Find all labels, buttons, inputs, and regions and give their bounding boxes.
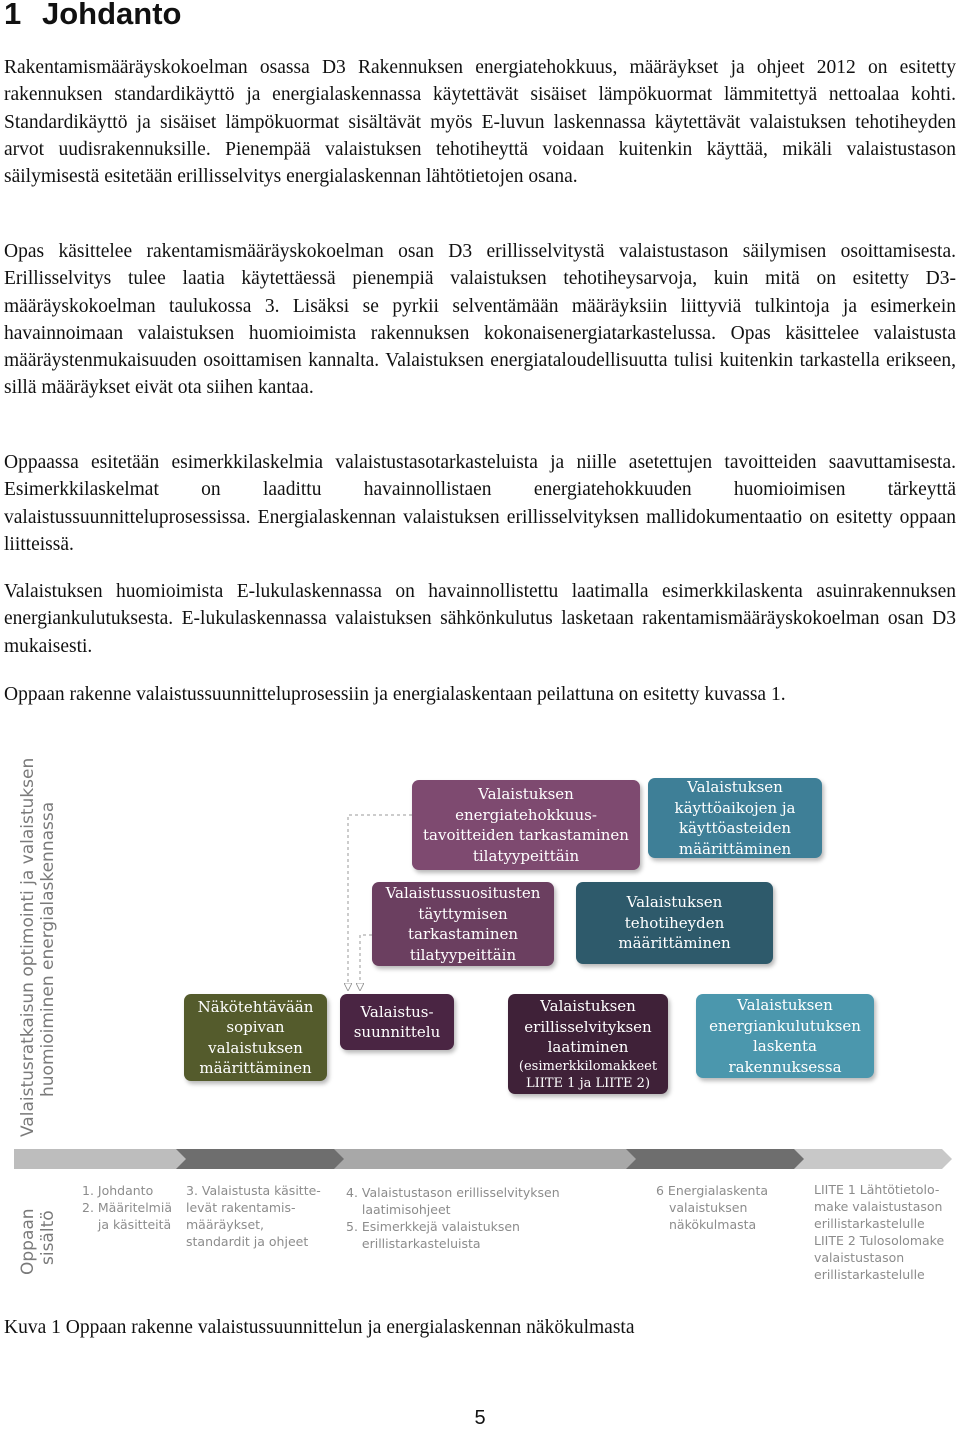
paragraph-4: Valaistuksen huomioimista E-lukulaskennassa on havainnollistettu laatimalla esimerkkilaskenta asuinrakennuksen energiankulutuksesta. E-lukulaskennassa valaistuksen sähkönkulutus lasketaan rakentamismääräyskokoelman osan D3 mukaisesti. bbox=[4, 581, 956, 657]
box-energy-calculation: Valaistuksen energiankulutuksen laskenta rakennuksessa bbox=[696, 994, 874, 1078]
box-recommendations-check: Valaistussuositusten täyttymisen tarkastaminen tilatyypeittäin bbox=[372, 882, 554, 966]
dashed-arrow-2 bbox=[360, 935, 372, 987]
phase-chapters-1-2: 1. Johdanto 2. Määritelmiä ja käsitteitä bbox=[82, 1183, 172, 1232]
side-label-process bbox=[18, 758, 58, 1137]
box-separate-report: Valaistuksen erillisselvityksen laatiminen (esimerkkilomakkeet LIITE 1 ja LIITE 2) bbox=[508, 994, 668, 1094]
phase-chapter-3: 3. Valaistusta käsitte- levät rakentamis- määräykset, standardit ja ohjeet bbox=[186, 1183, 321, 1249]
figure-process-diagram bbox=[0, 745, 960, 1285]
box-lighting-design: Valaistus- suunnittelu bbox=[340, 994, 454, 1050]
phase-chapters-4-5: 4. Valaistustason erillisselvityksen laatimisohjeet 5. Esimerkkejä valaistuksen erillistarkasteluista bbox=[346, 1185, 560, 1251]
timeline-bar bbox=[14, 1149, 952, 1169]
side-label-line-1: Valaistusratkaisun optimointi ja valaistuksen bbox=[18, 757, 38, 1137]
box-visual-task: Näkötehtävään sopivan valaistuksen määrittäminen bbox=[184, 994, 327, 1081]
paragraph-3: Oppaassa esitetään esimerkkilaskelmia valaistustasotarkasteluista ja niille asetettujen tavoitteiden saavuttamisesta. Esimerkkilaskelmat on laadittu havainnollistaen energiatehokkuuden huomioimisen tärkeyttä valaistussuunnitteluprosessissa. Energialaskennan valaistuksen erillisselvityksen mallidokumentaatio on esitetty oppaan liitteissä. bbox=[4, 452, 956, 555]
box-usage-times: Valaistuksen käyttöaikojen ja käyttöasteiden määrittäminen bbox=[648, 778, 822, 858]
box-energy-targets: Valaistuksen energiatehokkuus- tavoitteiden tarkastaminen tilatyypeittäin bbox=[412, 780, 640, 870]
paragraph-2: Opas käsittelee rakentamismääräyskokoelman osan D3 erillisselvitystä valaistustason säilymisen osoittamisesta. Erillisselvitys tulee laatia käytettäessä pienempiä valaistuksen tehotiheysarvoja, kuin mitä on esitetty D3-määräyskokoelman taulukossa 3. Lisäksi se pyrkii selventämään määräyksiin liittyviä tulkintoja ja esimerkein havainnoimaan valaistuksen huomioimista rakennuksen kokonaisenergiatarkastelussa. Opas käsittelee valaistusta määräystenmukaisuuden osoittamisen kannalta. Valaistuksen energiataloudellisuutta tulisi kuitenkin tarkastella erikseen, sillä määräykset eivät ota siihen kantaa. bbox=[4, 241, 956, 399]
phase-chapter-6: 6 Energialaskenta valaistuksen näkökulmasta bbox=[656, 1183, 769, 1232]
section-title: Johdanto bbox=[42, 0, 182, 31]
paragraph-1: Rakentamismääräyskokoelman osassa D3 Rakennuksen energiatehokkuus, määräykset ja ohjeet 2012 on esitetty rakennuksen standardikäyttö ja energialaskennassa käytettävät sisäiset lämpökuormat lämmitettyä nettoalaa kohti. Standardikäyttö ja sisäiset lämpökuormat sisältävät myös E-luvun laskennassa käytettävät valaistuksen tehotiheyden arvot uudisrakennuksille. Pienempää valaistuksen tehotiheyttä voidaan kuitenkin käyttää, mikäli valaistustason säilymisestä esitetään erillisselvitys energialaskennan lähtötietojen osana. bbox=[4, 57, 956, 188]
side-label-contents bbox=[18, 1208, 58, 1275]
box-power-density: Valaistuksen tehotiheyden määrittäminen bbox=[576, 882, 773, 964]
section-number: 1 bbox=[4, 0, 22, 31]
section-heading bbox=[4, 0, 182, 32]
side-label-contents-1: Oppaan bbox=[18, 1208, 38, 1275]
side-label-contents-2: sisältö bbox=[38, 1210, 58, 1265]
phase-appendices: LIITE 1 Lähtötietolo- make valaistustason erillistarkastelulle LIITE 2 Tulosolomake valaistustason erillistarkastelulle bbox=[814, 1182, 945, 1282]
paragraph-5: Oppaan rakenne valaistussuunnitteluprosessiin ja energialaskentaan peilattuna on esitetty kuvassa 1. bbox=[4, 684, 786, 705]
side-label-line-2: huomioiminen energialaskennassa bbox=[38, 801, 58, 1097]
figure-caption: Kuva 1 Oppaan rakenne valaistussuunnittelun ja energialaskennan näkökulmasta bbox=[4, 1317, 635, 1338]
page-number: 5 bbox=[474, 1407, 486, 1429]
